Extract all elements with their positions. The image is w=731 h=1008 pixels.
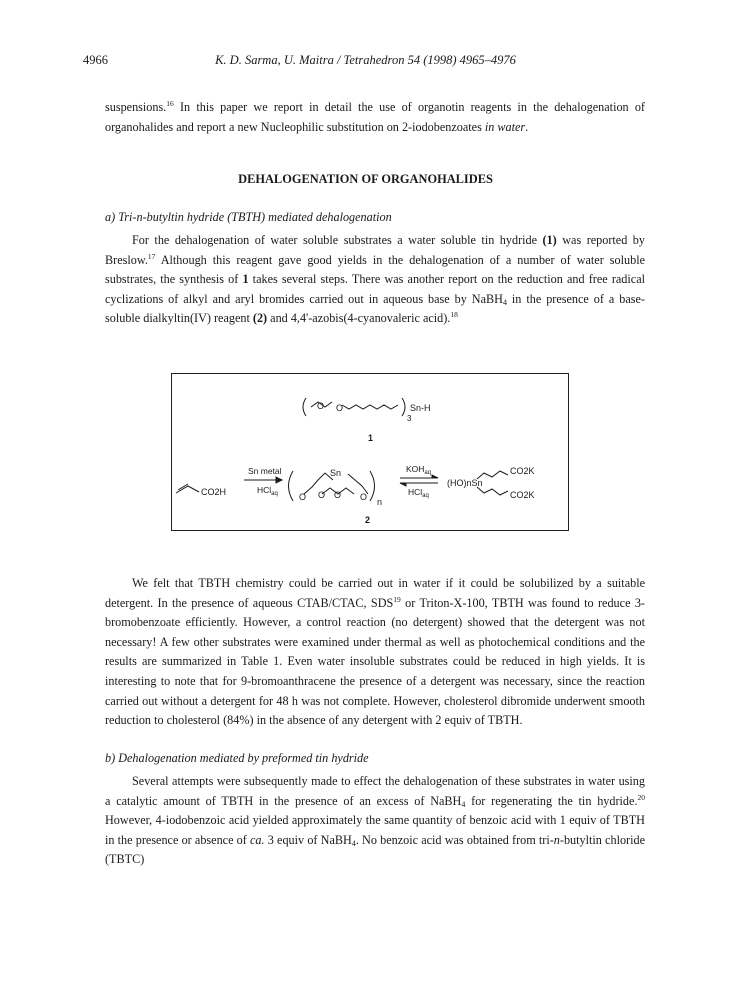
paragraph-intro: suspensions.$^{16}$ In this paper we report in detail the use of organotin reagents in the dehalogenation of organohalides and report a new Nucleophilic substitution on 2-iodobenzoates in water.	[105, 99, 645, 134]
ref-17: 17	[147, 251, 156, 261]
arrow-1-head	[276, 477, 282, 483]
ref-18: 18	[450, 310, 458, 320]
compound-2-label: 2	[365, 515, 371, 525]
koh-label: $KOH_{aq}$	[406, 464, 432, 476]
compound-ref-2: (2)	[252, 311, 268, 326]
co2h-label: CO2H	[201, 487, 227, 497]
page-number: 4966	[83, 53, 108, 67]
paragraph-c: Several attempts were subsequently made to effect the dehalogenation of these substrates in water using a catalytic amount of TBTH in the presence of an excess of NaBH$_4$ for regenerating the tin hydride.$^{20}$ However, 4-iodobenzoic acid yielded approximately the same quantity of benzoic acid with 1 equiv of TBTH in the presence or absence of ca. 3 equiv of NaBH$_4$. No benzoic acid was obtained from tri-n-butyltin chloride (TBTC)	[105, 774, 645, 867]
paragraph-b: We felt that TBTH chemistry could be carried out in water if it could be solubilized by a suitable detergent. In the presence of aqueous CTAB/CTAC, SDS$^{19}$ or Triton-X-100, TBTH was found to reduce 3-bromobenzoate efficiently. However, a control reaction (no detergent) showed that the detergent was not necessary! A few other substrates were examined under thermal as well as photochemical conditions and the results are summarized in Table 1. Even water insoluble substrates could be reduced in high yields. It is interesting to note that for 9-bromoanthracene the presence of a detergent was necessary, since the reaction carried out without a detergent for 48 h was not complete. However, cholesterol dibromide underwent smooth reduction to cholesterol (84%) in the absence of any detergent with 2 equiv of TBTH.	[105, 576, 645, 728]
tin-hydride-label: Sn-H	[410, 403, 431, 413]
subscript-3: 3	[407, 414, 412, 423]
oxygen-1a: O	[317, 401, 325, 411]
paren-right-1	[402, 398, 405, 416]
chain-1b	[342, 405, 398, 409]
compound-1-label: 1	[368, 433, 374, 443]
oxygen-2c: O	[334, 490, 342, 500]
co2k-lower: CO2K	[510, 490, 535, 500]
subsection-a-heading: a) Tri-n-butyltin hydride (TBTH) mediated dehalogenation	[105, 210, 392, 224]
sn-metal-label: Sn metal	[248, 466, 282, 476]
oxygen-2b: O	[318, 490, 326, 500]
section-heading: DEHALOGENATION OF ORGANOHALIDES	[238, 172, 493, 186]
co2k-upper: CO2K	[510, 466, 535, 476]
reaction-scheme	[171, 373, 569, 531]
hcl-label-1: HCl$_{aq}$	[257, 485, 278, 497]
subsection-b-heading: b) Dehalogenation mediated by preformed tin hydride	[105, 751, 369, 765]
equilibrium-forward-head	[432, 475, 438, 478]
scheme-drawing	[172, 374, 568, 530]
tin-label-2: Sn	[330, 468, 342, 478]
paren-right-2	[370, 471, 375, 501]
paragraph-a: For the dehalogenation of water soluble substrates a water soluble tin hydride (1) was reported by Breslow.$^{17}$ Although this reagent gave good yields in the dehalogenation of a number of water soluble substrates, the synthesis of 1 takes several steps. There was another report on the reduction and free radical cyclizations of alkyl and aryl bromides carried out in aqueous base by NaBH$_4$ in the presence of a base-soluble dialkyltin(IV) reagent (2) and 4,4'-azobis(4-cyanovaleric acid).$^{18}$	[105, 233, 645, 326]
oxygen-1b: O	[336, 403, 344, 413]
lower-chain-3	[477, 487, 508, 495]
paren-left-1	[303, 398, 306, 416]
paren-left-2	[289, 471, 294, 501]
oxygen-2a: O	[299, 492, 307, 502]
subscript-n: n	[377, 497, 383, 507]
ref-19: 19	[393, 594, 401, 604]
oxygen-2d: O	[360, 492, 368, 502]
ref-16: 16	[166, 99, 174, 108]
journal-citation: K. D. Sarma, U. Maitra / Tetrahedron 54 (1998) 4965–4976	[215, 53, 516, 67]
hydroxytin-label: (HO)nSn	[447, 478, 483, 488]
compound-ref-1: (1)	[542, 233, 557, 247]
ref-20: 20	[637, 792, 645, 802]
ring-2b	[348, 474, 368, 494]
hcl-label-2: HCl$_{aq}$	[408, 487, 429, 499]
equilibrium-back-head	[400, 483, 406, 486]
